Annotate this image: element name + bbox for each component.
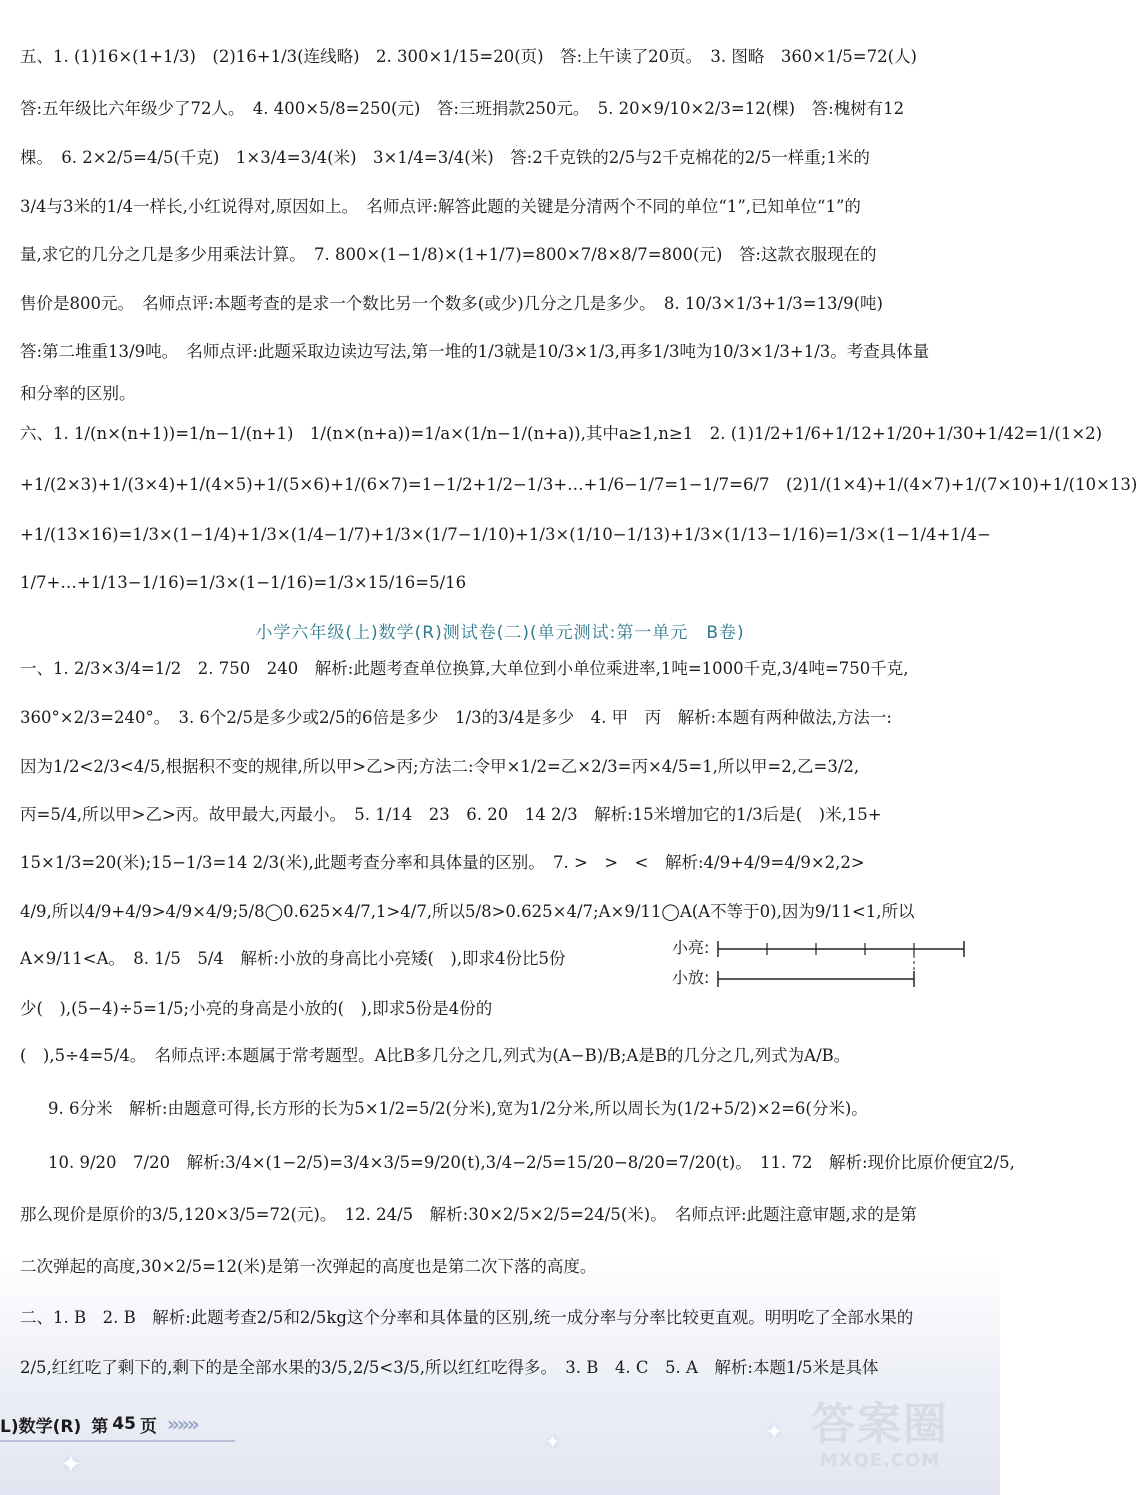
text-line: 因为1/2<2/3<4/5,根据积不变的规律,所以甲>乙>丙;方法二:令甲×1/2=乙×2/3=丙×4/5=1,所以甲=2,乙=3/2, — [20, 757, 860, 776]
text-line: ( ),5÷4=5/4。 名师点评:本题属于常考题型。A比B多几分之几,列式为(A−B)/B;A是B的几分之几,列式为A/B。 — [20, 1046, 851, 1065]
text-line: A×9/11<A。 8. 1/5 5/4 解析:小放的身高比小亮矮( ),即求4份比5份 — [20, 949, 566, 968]
text-line: +1/(13×16)=1/3×(1−1/4)+1/3×(1/4−1/7)+1/3×(1/7−1/10)+1/3×(1/10−1/13)+1/3×(1/13−1/16)=1/3×(1−1/4+1/4− — [20, 525, 991, 544]
text-line: 丙=5/4,所以甲>乙>丙。故甲最大,丙最小。 5. 1/14 23 6. 20 14 2/3 解析:15米增加它的1/3后是( )米,15+ — [20, 805, 882, 824]
footer-page-suffix: 页 — [139, 1416, 157, 1437]
text-line: 六、1. 1/(n×(n+1))=1/n−1/(n+1) 1/(n×(n+a))=1/a×(1/n−1/(n+a)),其中a≥1,n≥1 2. (1)1/2+1/6+1/12+1/20+1/30+1/42=1/(1×2) — [20, 424, 1103, 443]
text-line: 二、1. B 2. B 解析:此题考查2/5和2/5kg这个分率和具体量的区别,统一成分率与分率比较更直观。明明吃了全部水果的 — [20, 1308, 914, 1327]
diagram-label-xiaofang: 小放: — [672, 968, 710, 987]
text-line: 棵。 6. 2×2/5=4/5(千克) 1×3/4=3/4(米) 3×1/4=3/4(米) 答:2千克铁的2/5与2千克棉花的2/5一样重;1米的 — [20, 148, 870, 167]
text-line: 量,求它的几分之几是多少用乘法计算。 7. 800×(1−1/8)×(1+1/7)=800×7/8×8/7=800(元) 答:这款衣服现在的 — [20, 245, 877, 264]
height-comparison-diagram — [672, 935, 972, 995]
text-line: +1/(2×3)+1/(3×4)+1/(4×5)+1/(5×6)+1/(6×7)=1−1/2+1/2−1/3+…+1/6−1/7=1−1/7=6/7 (2)1/(1×4)+1/(4×7)+1/(7×10)+1/(10×13) — [20, 475, 1137, 494]
sparkle-icon: ✦ — [60, 1450, 82, 1480]
footer-rule — [0, 1440, 235, 1442]
text-line: 那么现价是原价的3/5,120×3/5=72(元)。 12. 24/5 解析:30×2/5×2/5=24/5(米)。 名师点评:此题注意审题,求的是第 — [20, 1205, 917, 1224]
sparkle-icon: ✦ — [545, 1432, 561, 1453]
text-line: 2/5,红红吃了剩下的,剩下的是全部水果的3/5,2/5<3/5,所以红红吃得多。 3. B 4. C 5. A 解析:本题1/5米是具体 — [20, 1358, 879, 1377]
arrows-decoration-icon: »»» — [166, 1412, 197, 1436]
text-line: 五、1. (1)16×(1+1/3) (2)16+1/3(连线略) 2. 300×1/15=20(页) 答:上午读了20页。 3. 图略 360×1/5=72(人) — [20, 47, 917, 66]
text-line: 3/4与3米的1/4一样长,小红说得对,原因如上。 名师点评:解答此题的关键是分清两个不同的单位“1”,已知单位“1”的 — [20, 197, 861, 216]
page-footer — [0, 1410, 260, 1438]
footer-subject: L)数学(R) — [0, 1416, 82, 1437]
text-line: 9. 6分米 解析:由题意可得,长方形的长为5×1/2=5/2(分米),宽为1/2分米,所以周长为(1/2+5/2)×2=6(分米)。 — [48, 1099, 868, 1118]
text-line: 一、1. 2/3×3/4=1/2 2. 750 240 解析:此题考查单位换算,大单位到小单位乘进率,1吨=1000千克,3/4吨=750千克, — [20, 659, 909, 678]
text-line: 少( ),(5−4)÷5=1/5;小亮的身高是小放的( ),即求5份是4份的 — [20, 999, 493, 1018]
section-title: 小学六年级(上)数学(R)测试卷(二)(单元测试:第一单元 B卷) — [255, 623, 745, 643]
sparkle-icon: ✦ — [765, 1420, 784, 1445]
text-line: 售价是800元。 名师点评:本题考查的是求一个数比另一个数多(或少)几分之几是多少。 8. 10/3×1/3+1/3=13/9(吨) — [20, 294, 883, 313]
watermark-main: 答案圈 — [811, 1399, 949, 1450]
text-line: 二次弹起的高度,30×2/5=12(米)是第一次弹起的高度也是第二次下落的高度。 — [20, 1257, 597, 1276]
text-line: 4/9,所以4/9+4/9>4/9×4/9;5/8◯0.625×4/7,1>4/7,所以5/8>0.625×4/7;A×9/11◯A(A不等于0),因为9/11<1,所以 — [20, 902, 915, 921]
text-line: 答:五年级比六年级少了72人。 4. 400×5/8=250(元) 答:三班捐款250元。 5. 20×9/10×2/3=12(棵) 答:槐树有12 — [20, 99, 905, 118]
text-line: 答:第二堆重13/9吨。 名师点评:此题采取边读边写法,第一堆的1/3就是10/3×1/3,再多1/3吨为10/3×1/3+1/3。考查具体量 — [20, 342, 930, 361]
watermark-url: MXQE.COM — [819, 1450, 941, 1471]
text-line: 1/7+…+1/13−1/16)=1/3×(1−1/16)=1/3×15/16=5/16 — [20, 573, 467, 592]
diagram-label-xiaoliang: 小亮: — [672, 938, 710, 957]
text-line: 和分率的区别。 — [20, 384, 136, 403]
text-line: 360°×2/3=240°。 3. 6个2/5是多少或2/5的6倍是多少 1/3的3/4是多少 4. 甲 丙 解析:本题有两种做法,方法一: — [20, 708, 892, 727]
segment-diagram-svg — [672, 935, 972, 995]
footer-page-prefix: 第 — [91, 1416, 109, 1437]
text-line: 15×1/3=20(米);15−1/3=14 2/3(米),此题考查分率和具体量的区别。 7. > > < 解析:4/9+4/9=4/9×2,2> — [20, 853, 865, 872]
text-line: 10. 9/20 7/20 解析:3/4×(1−2/5)=3/4×3/5=9/20(t),3/4−2/5=15/20−8/20=7/20(t)。 11. 72 解析:现价比原价便宜2/5, — [48, 1153, 1015, 1172]
page-number: 45 — [112, 1414, 136, 1434]
watermark — [785, 1400, 975, 1485]
